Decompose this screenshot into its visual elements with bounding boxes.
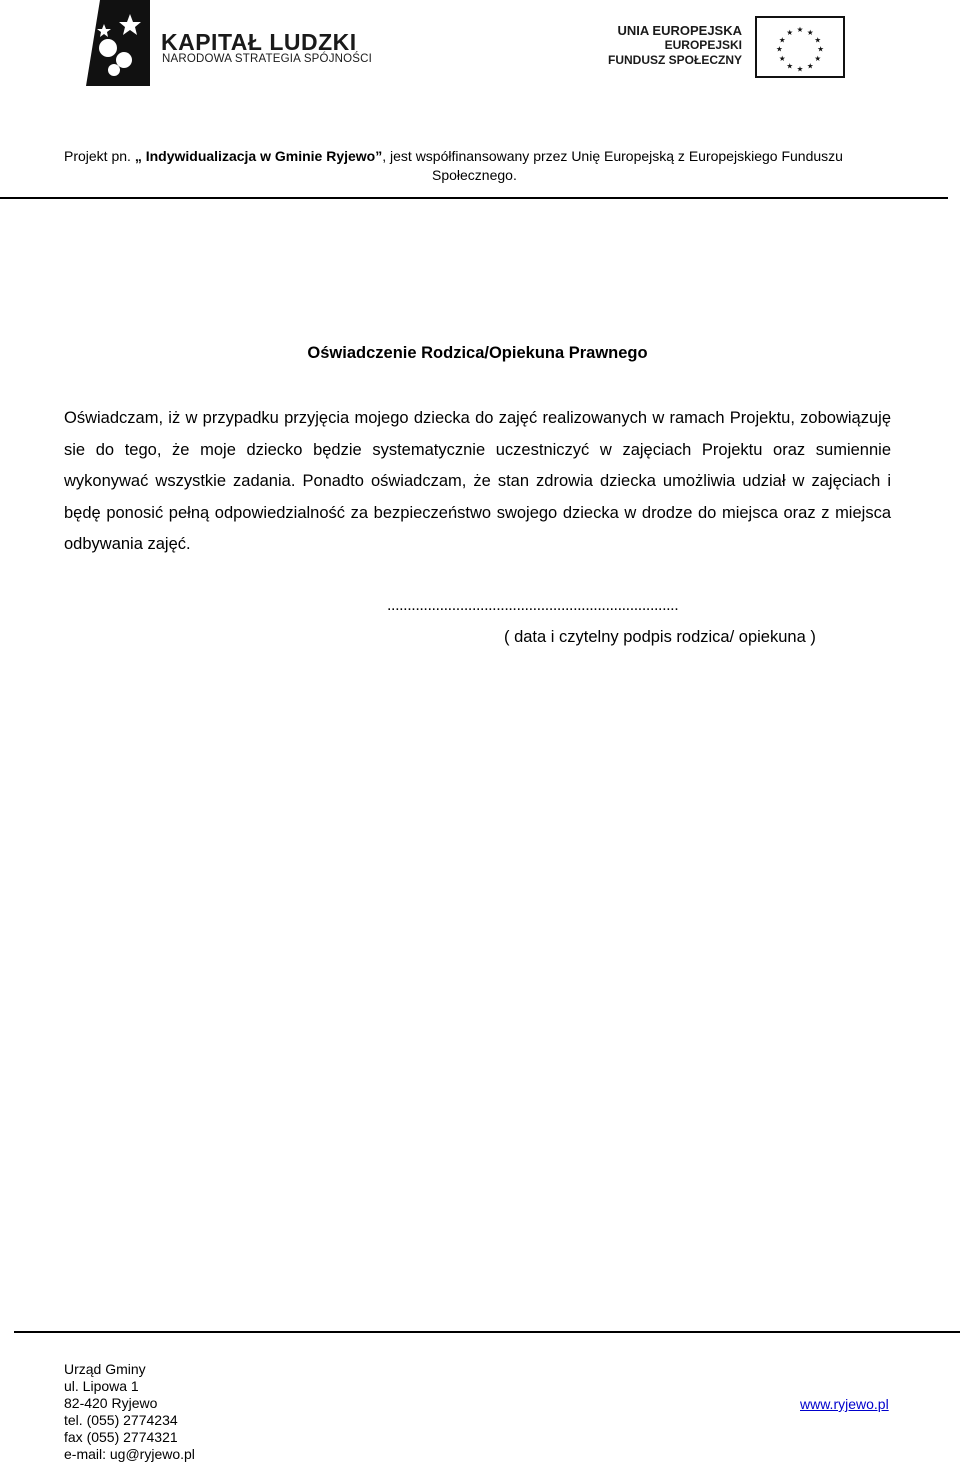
svg-text:★: ★: [778, 54, 786, 64]
footer-phone: tel. (055) 2774234: [64, 1412, 178, 1428]
svg-text:★: ★: [796, 64, 804, 74]
svg-text:★: ★: [814, 54, 822, 64]
kapital-ludzki-subtitle: NARODOWA STRATEGIA SPÓJNOŚCI: [162, 53, 373, 65]
kapital-ludzki-title: KAPITAŁ LUDZKI: [161, 29, 357, 55]
footer-email: e-mail: ug@ryjewo.pl: [64, 1446, 195, 1462]
eu-logo-line1: UNIA EUROPEJSKA: [617, 23, 742, 38]
eu-logo: [607, 16, 845, 78]
kapital-ludzki-logo: [86, 0, 376, 86]
kapital-ludzki-emblem-icon: [86, 0, 150, 86]
footer-office: Urząd Gminy: [64, 1361, 146, 1377]
footer-street: ul. Lipowa 1: [64, 1378, 139, 1394]
svg-text:★: ★: [814, 35, 822, 45]
svg-text:★: ★: [796, 25, 804, 35]
document-title: Oświadczenie Rodzica/Opiekuna Prawnego: [307, 344, 648, 362]
footer-address: [64, 1361, 195, 1463]
svg-text:★: ★: [776, 44, 783, 54]
svg-text:★: ★: [786, 61, 794, 71]
eu-logo-line2: EUROPEJSKI: [664, 38, 742, 52]
signature-label: ( data i czytelny podpis rodzica/ opiekuna ): [504, 628, 816, 646]
website-link[interactable]: www.ryjewo.pl: [800, 1396, 889, 1412]
footer-city: 82-420 Ryjewo: [64, 1395, 158, 1411]
svg-text:★: ★: [778, 35, 786, 45]
svg-text:★: ★: [786, 27, 794, 37]
project-suffix: , jest współfinansowany przez Unię Europejską z Europejskiego Funduszu: [382, 148, 843, 164]
declaration-text: Oświadczam, iż w przypadku przyjęcia mojego dziecka do zajęć realizowanych w ramach Projektu, zobowiązuję sie do tego, że moje dziecko będzie systematycznie uczestniczyć w zajęciach Projektu oraz sumiennie wykonywać wszystkie zadania. Ponadto oświadczam, że stan zdrowia dziecka umożliwia udział w zajęciach i będę ponosić pełną odpowiedzialność za bezpieczeństwo swojego dziecka w drodze do miejsca oraz z miejsca odbywania zajęć.: [64, 409, 891, 553]
footer-divider: [14, 1331, 960, 1333]
project-info: [64, 147, 900, 185]
project-name: „ Indywidualizacja w Gminie Ryjewo”: [134, 148, 383, 164]
header-divider: [0, 197, 948, 199]
project-prefix: Projekt pn.: [64, 148, 135, 164]
svg-text:★: ★: [806, 27, 814, 37]
signature-line: ........................................................................: [387, 597, 679, 614]
eu-logo-line3: FUNDUSZ SPOŁECZNY: [607, 53, 742, 67]
project-line2: Społecznego.: [432, 167, 517, 183]
footer-fax: fax (055) 2774321: [64, 1429, 178, 1445]
svg-text:★: ★: [806, 61, 814, 71]
eu-flag-icon: [755, 16, 845, 78]
svg-text:★: ★: [817, 44, 824, 54]
